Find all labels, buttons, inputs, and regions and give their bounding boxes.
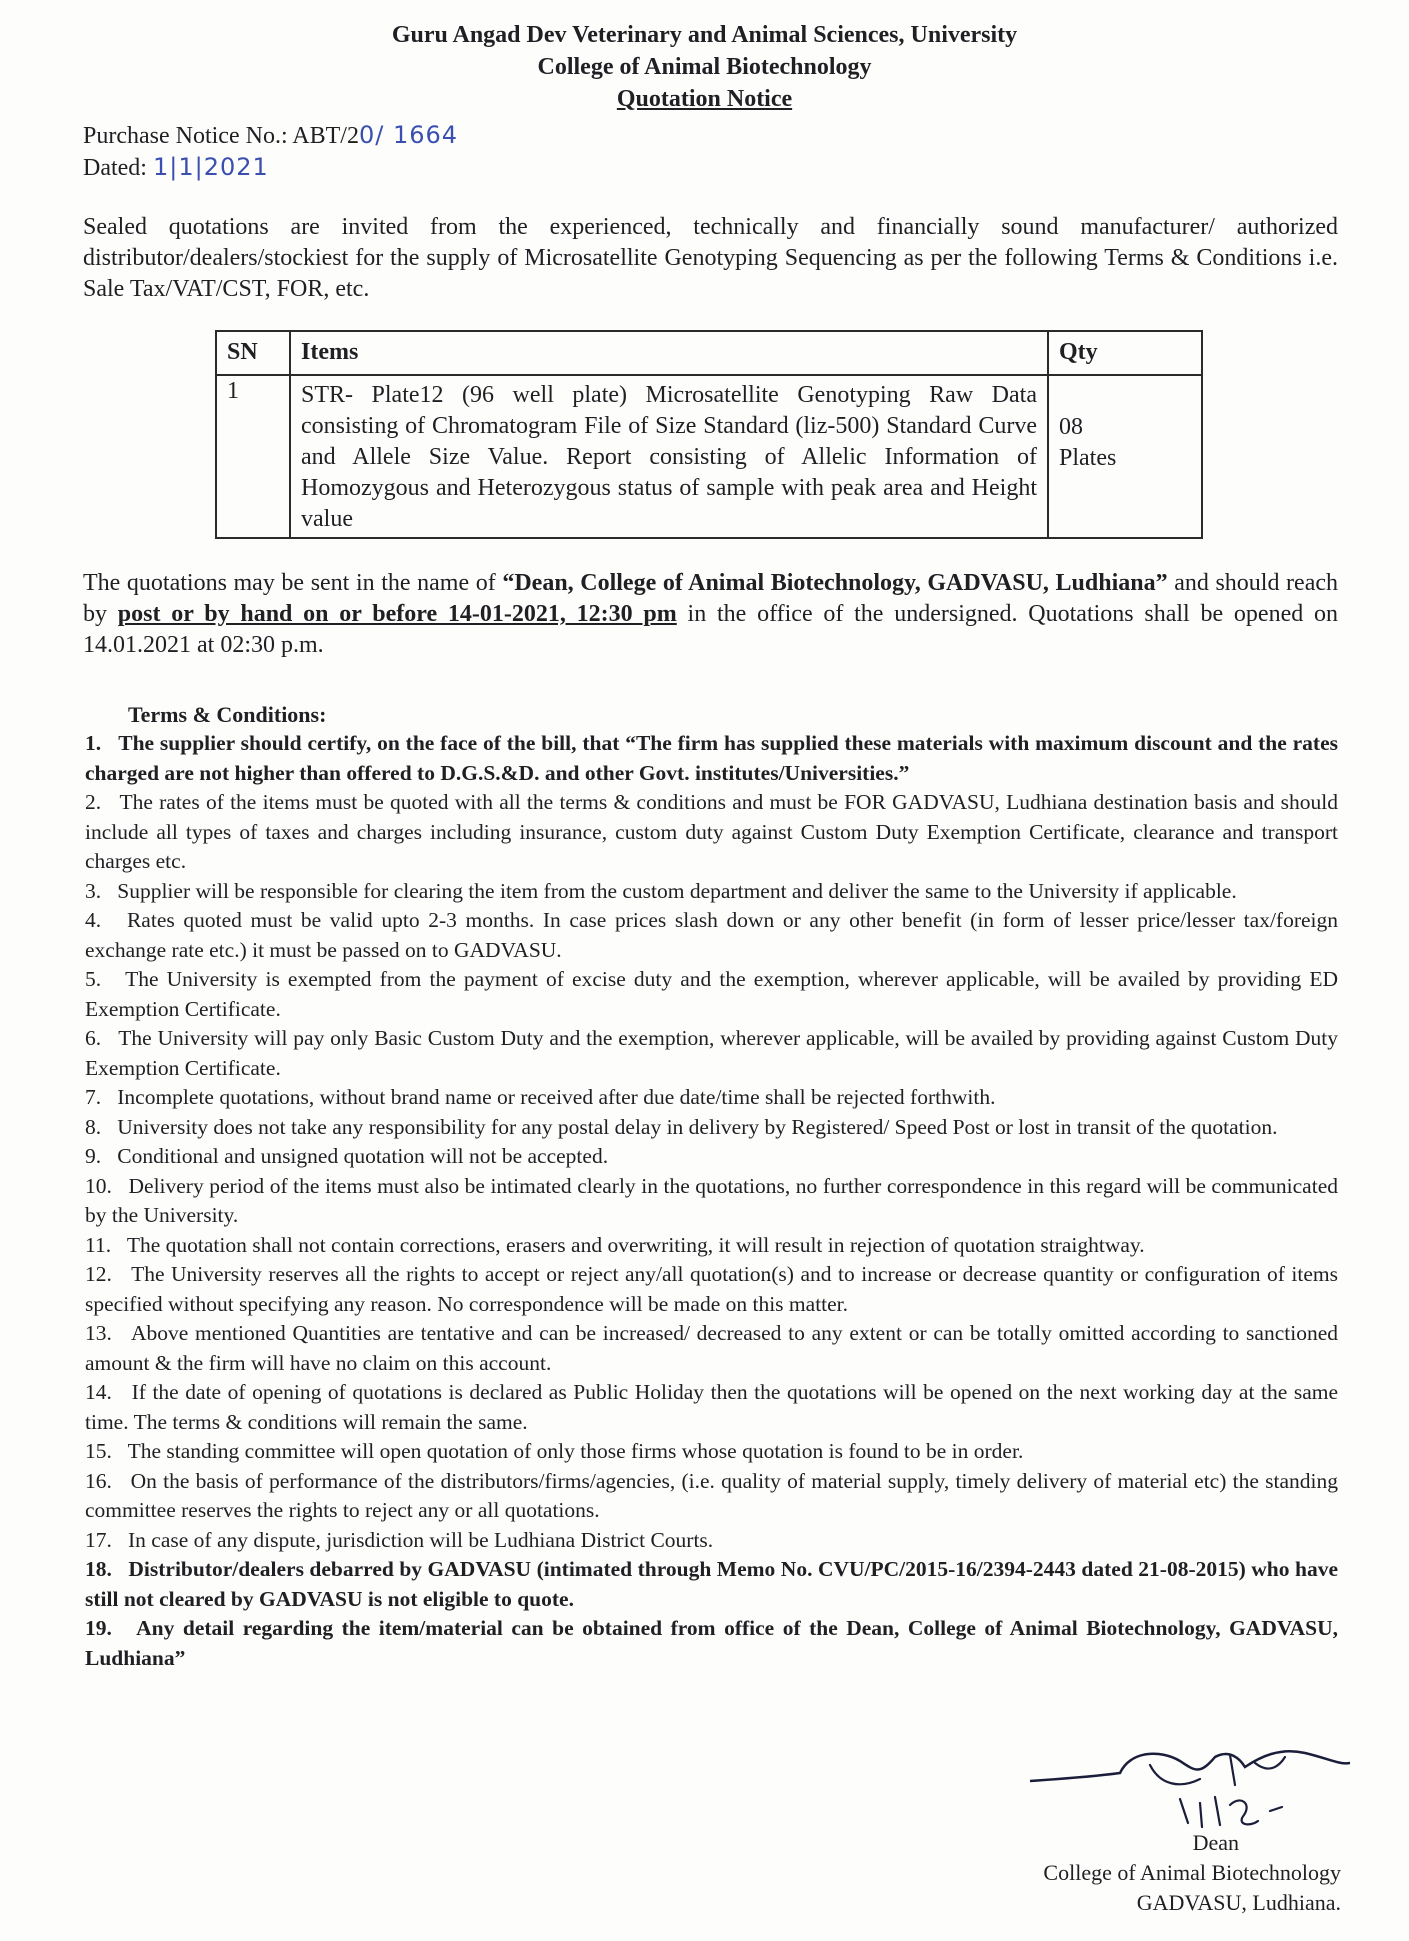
signatory-title: Dean [1192, 1830, 1239, 1855]
items-table [215, 330, 1203, 539]
term-text: Distributor/dealers debarred by GADVASU (intimated through Memo No. CVU/PC/2015-16/2394-2443 dated 21-08-2015) who have still not cleared by GADVASU is not eligible to quote. [85, 1557, 1338, 1611]
term-item [85, 1113, 1338, 1143]
term-item [85, 1467, 1338, 1526]
term-number: 4. [85, 908, 102, 932]
term-item [85, 1083, 1338, 1113]
term-text: Supplier will be responsible for clearing the item from the custom department and deliver the same to the University if applicable. [117, 878, 1237, 903]
table-row [216, 375, 1202, 538]
term-item [85, 788, 1338, 877]
term-number: 5. [85, 967, 102, 991]
term-text: Incomplete quotations, without brand name or received after due date/time shall be rejected forthwith. [117, 1085, 996, 1109]
notice-date-label: Dated: [83, 155, 153, 181]
term-number: 2. [85, 790, 102, 814]
signatory-college: College of Animal Biotechnology [1043, 1860, 1341, 1885]
term-item [85, 1231, 1338, 1261]
cell-item: STR- Plate12 (96 well plate) Microsatellite Genotyping Raw Data consisting of Chromatogram File of Size Standard (liz-500) Standard Curve and Allele Size Value. Report consisting of Allelic Information of Homozygous and Heterozygous status of sample with peak area and Height value [290, 375, 1048, 538]
term-item [85, 965, 1338, 1024]
term-item [85, 1319, 1338, 1378]
send-addressee: “Dean, College of Animal Biotechnology, GADVASU, Ludhiana” [502, 570, 1168, 596]
term-number: 9. [85, 1144, 102, 1168]
term-text: Conditional and unsigned quotation will not be accepted. [117, 1144, 609, 1168]
notice-date-handwritten: 1|1|2021 [152, 153, 269, 181]
notice-title: Quotation Notice [616, 86, 793, 112]
notice-number-handwritten: 0/ 1664 [358, 121, 459, 149]
cell-qty [1048, 375, 1202, 538]
term-number: 16. [85, 1468, 112, 1493]
header-sn: SN [216, 331, 290, 375]
term-number: 7. [85, 1085, 102, 1109]
table-header-row [216, 331, 1202, 375]
term-item [85, 1614, 1338, 1673]
term-text: On the basis of performance of the distributors/firms/agencies, (i.e. quality of material supply, timely delivery of material etc) the standing committee reserves the rights to reject any or all quotations. [85, 1468, 1338, 1522]
term-text: The supplier should certify, on the face of the bill, that “The firm has supplied these materials with maximum discount and the rates charged are not higher than offered to D.G.S.&D. and other Govt. institutes/Universities.” [85, 731, 1338, 785]
qty-number: 08 [1059, 414, 1083, 440]
cell-sn: 1 [216, 375, 290, 538]
term-item [85, 729, 1338, 788]
term-number: 15. [85, 1439, 112, 1463]
term-text: The rates of the items must be quoted with all the terms & conditions and must be FOR GADVASU, Ludhiana destination basis and should include all types of taxes and charges including insurance, custom duty against Custom Duty Exemption Certificate, clearance and transport charges etc. [85, 790, 1338, 873]
terms-list [85, 729, 1338, 1673]
notice-date [83, 152, 269, 183]
term-text: In case of any dispute, jurisdiction will be Ludhiana District Courts. [128, 1527, 714, 1552]
term-text: The standing committee will open quotation of only those firms whose quotation is found to be in order. [127, 1439, 1024, 1463]
handwritten-signature [1030, 1745, 1350, 1830]
term-number: 8. [85, 1114, 102, 1139]
send-part2: and should reach by [83, 570, 1339, 627]
university-name: Guru Angad Dev Veterinary and Animal Sciences, University [391, 22, 1018, 48]
term-item [85, 1437, 1338, 1467]
notice-number [83, 120, 458, 151]
signatory-place: GADVASU, Ludhiana. [1136, 1890, 1341, 1915]
term-number: 11. [85, 1232, 112, 1257]
term-text: The University will pay only Basic Custom Duty and the exemption, wherever applicable, will be availed by providing against Custom Duty Exemption Certificate. [85, 1026, 1338, 1080]
term-item [85, 1024, 1338, 1083]
term-text: The University is exempted from the payment of excise duty and the exemption, wherever applicable, will be availed by providing ED Exemption Certificate. [85, 967, 1338, 1021]
term-item [85, 877, 1338, 907]
term-item [85, 1172, 1338, 1231]
term-text: Any detail regarding the item/material can be obtained from office of the Dean, College of Animal Biotechnology, GADVASU, Ludhiana” [85, 1616, 1338, 1670]
submission-paragraph [83, 568, 1338, 661]
term-item [85, 1378, 1338, 1437]
term-number: 3. [85, 878, 102, 903]
term-number: 19. [85, 1616, 112, 1640]
send-deadline: post or by hand on or before 14-01-2021, 12:30 pm [117, 601, 677, 627]
term-number: 17. [85, 1527, 112, 1552]
term-item [85, 906, 1338, 965]
intro-paragraph: Sealed quotations are invited from the experienced, technically and financially sound manufacturer/ authorized distributor/dealers/stockiest for the supply of Microsatellite Genotyping Sequencing as per the following Terms & Conditions i.e. Sale Tax/VAT/CST, FOR, etc. [83, 214, 1338, 302]
send-part3: in the office of the undersigned. Quotations shall be opened on 14.01.2021 at 02:30 p.m. [83, 601, 1338, 658]
term-number: 1. [85, 731, 102, 755]
term-text: Delivery period of the items must also be intimated clearly in the quotations, no further correspondence in this regard will be communicated by the University. [85, 1173, 1338, 1227]
header-qty: Qty [1048, 331, 1202, 375]
term-text: Rates quoted must be valid upto 2-3 months. In case prices slash down or any other benefit (in form of lesser price/lesser tax/foreign exchange rate etc.) it must be passed on to GADVASU. [85, 908, 1339, 962]
qty-unit: Plates [1059, 445, 1117, 471]
term-item [85, 1142, 1338, 1172]
term-item [85, 1526, 1338, 1556]
term-number: 12. [85, 1262, 112, 1286]
term-number: 6. [85, 1026, 102, 1050]
term-number: 10. [85, 1173, 112, 1198]
send-part1: The quotations may be sent in the name of [83, 570, 503, 596]
term-item [85, 1260, 1338, 1319]
term-number: 18. [85, 1557, 112, 1581]
term-text: If the date of opening of quotations is declared as Public Holiday then the quotations will be opened on the next working day at the same time. The terms & conditions will remain the same. [85, 1380, 1338, 1434]
term-number: 14. [85, 1380, 112, 1404]
term-text: Above mentioned Quantities are tentative and can be increased/ decreased to any extent or can be totally omitted according to sanctioned amount & the firm will have no claim on this account. [85, 1321, 1338, 1375]
term-item [85, 1555, 1338, 1614]
term-text: The University reserves all the rights to accept or reject any/all quotation(s) and to increase or decrease quantity or configuration of items specified without specifying any reason. No correspondence will be made on this matter. [85, 1262, 1338, 1316]
signatory-block [1043, 1828, 1341, 1918]
term-text: University does not take any responsibility for any postal delay in delivery by Registered/ Speed Post or lost in transit of the quotation. [117, 1114, 1278, 1139]
term-number: 13. [85, 1321, 112, 1345]
header-items: Items [290, 331, 1048, 375]
notice-number-label: Purchase Notice No.: ABT/2 [83, 123, 359, 149]
college-name: College of Animal Biotechnology [537, 54, 872, 80]
term-text: The quotation shall not contain corrections, erasers and overwriting, it will result in rejection of quotation straightway. [126, 1232, 1145, 1257]
terms-title: Terms & Conditions: [128, 702, 327, 727]
